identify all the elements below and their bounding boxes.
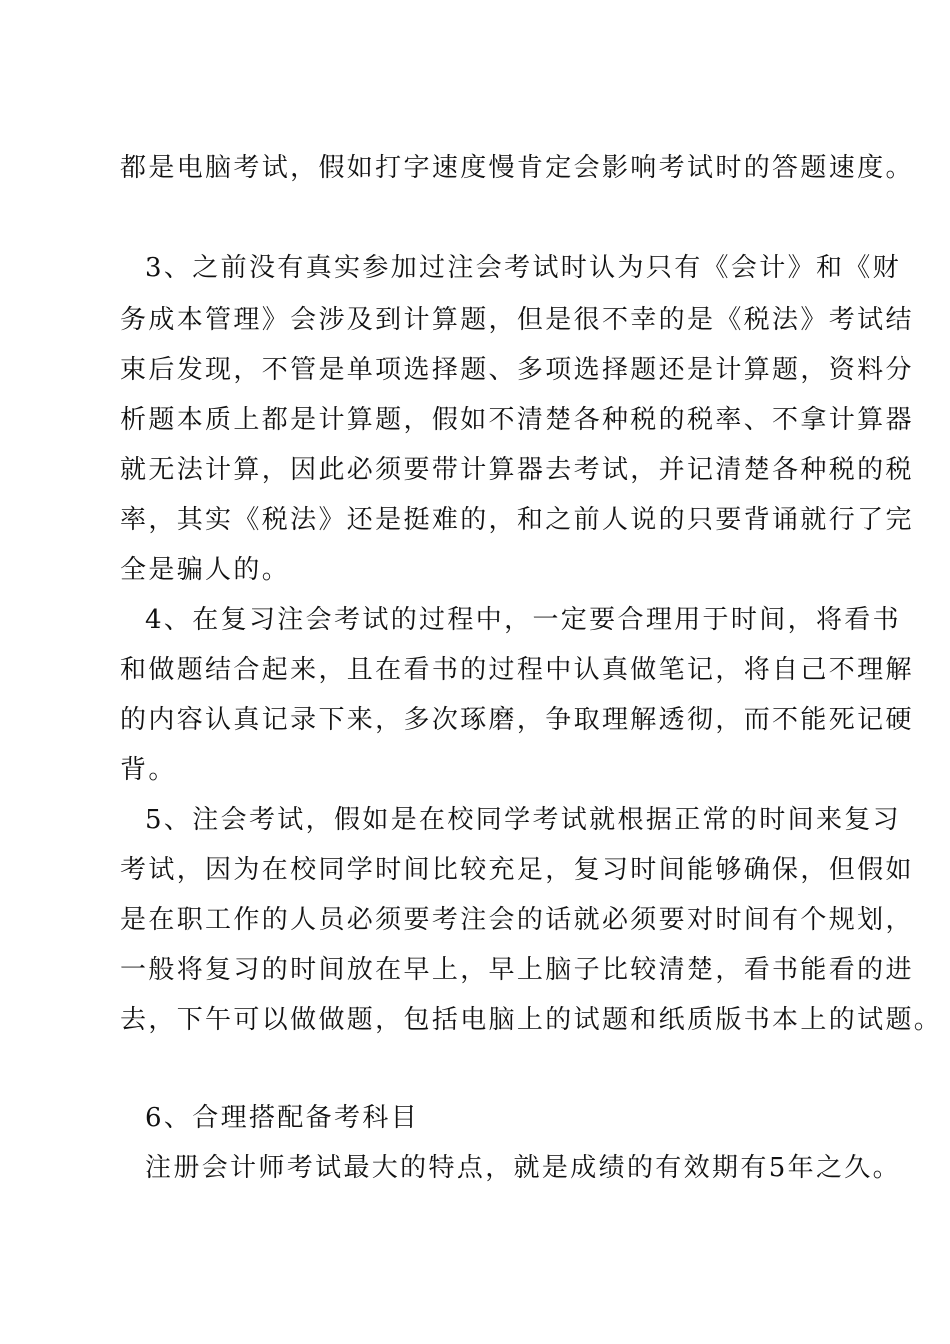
text-line: 都是电脑考试，假如打字速度慢肯定会影响考试时的答题速度。 xyxy=(120,153,914,183)
text-line: 是在职工作的人员必须要考注会的话就必须要对时间有个规划， xyxy=(120,905,914,935)
text-line: 和做题结合起来，且在看书的过程中认真做笔记，将自己不理解 xyxy=(120,655,914,685)
text-line: 全是骗人的。 xyxy=(120,555,291,585)
text-line: 析题本质上都是计算题，假如不清楚各种税的税率、不拿计算器 xyxy=(120,405,914,435)
paragraph-4-line: 4、在复习注会考试的过程中，一定要合理用于时间，将看书 xyxy=(145,605,901,635)
text-line: 就无法计算，因此必须要带计算器去考试，并记清楚各种税的税 xyxy=(120,455,914,485)
paragraph-3-line: 3、之前没有真实参加过注会考试时认为只有《会计》和《财 xyxy=(145,253,901,283)
section-heading-6: 6、合理搭配备考科目 xyxy=(145,1103,420,1133)
text-line: 率，其实《税法》还是挺难的，和之前人说的只要背诵就行了完 xyxy=(120,505,914,535)
text-line: 去，下午可以做做题，包括电脑上的试题和纸质版书本上的试题。 xyxy=(120,1005,943,1035)
text-line: 的内容认真记录下来，多次琢磨，争取理解透彻，而不能死记硬 xyxy=(120,705,914,735)
text-line: 背。 xyxy=(120,755,177,785)
text-line: 务成本管理》会涉及到计算题，但是很不幸的是《税法》考试结 xyxy=(120,305,914,335)
paragraph-5-line: 5、注会考试，假如是在校同学考试就根据正常的时间来复习 xyxy=(145,805,901,835)
text-line: 考试，因为在校同学时间比较充足，复习时间能够确保，但假如 xyxy=(120,855,914,885)
text-line: 束后发现，不管是单项选择题、多项选择题还是计算题，资料分 xyxy=(120,355,914,385)
text-line: 一般将复习的时间放在早上，早上脑子比较清楚，看书能看的进 xyxy=(120,955,914,985)
text-line: 注册会计师考试最大的特点，就是成绩的有效期有5年之久。 xyxy=(145,1153,901,1183)
